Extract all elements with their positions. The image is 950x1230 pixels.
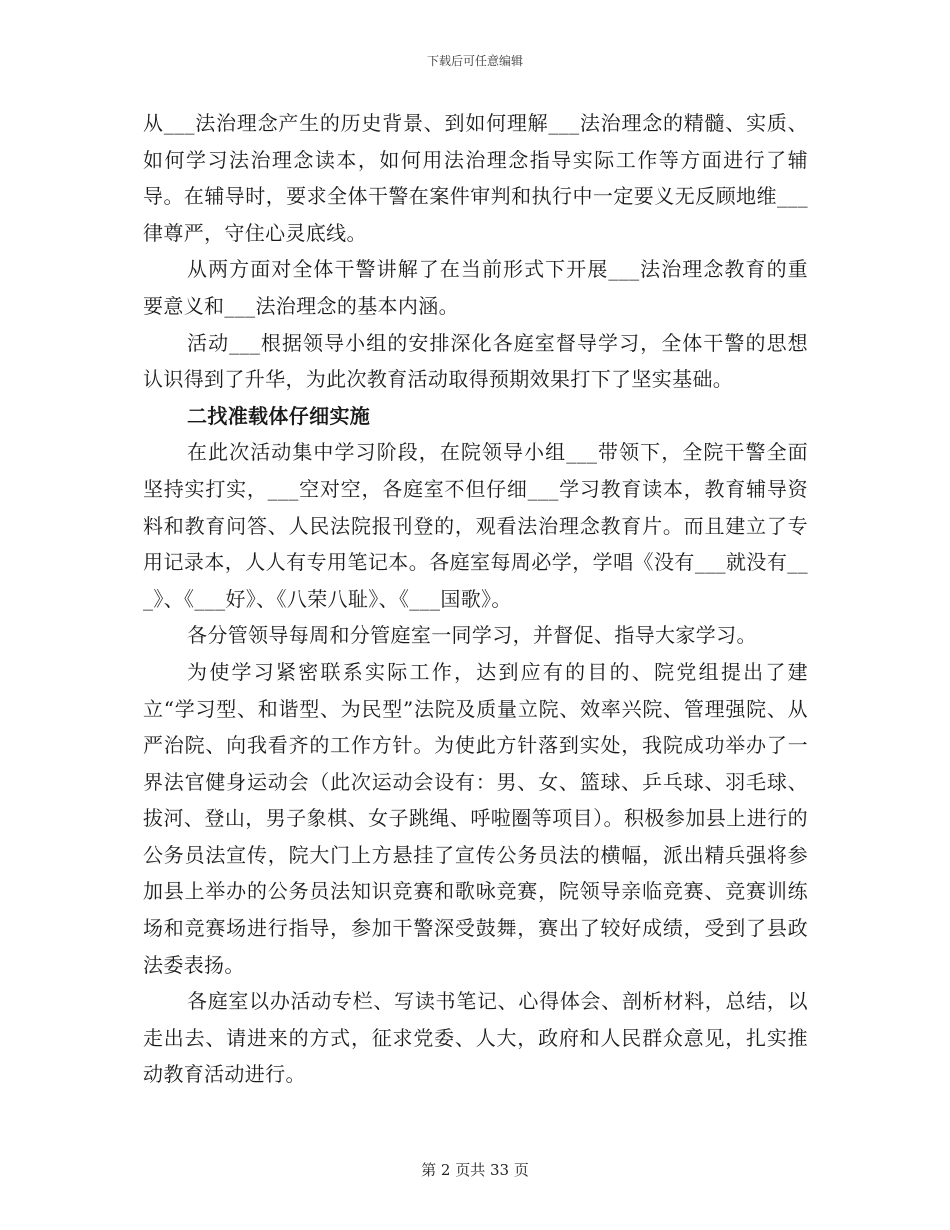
paragraph-activities: 为使学习紧密联系实际工作，达到应有的目的、院党组提出了建立“学习型、和谐型、为民型”法院及质量立院、效率兴院、管理强院、从严治院、向我看齐的工作方针。为使此方针落到实处，我院成功举办了一界法官健身运动会（此次运动会设有：男、女、篮球、乒乓球、羽毛球、拔河、登山，男子象棋、女子跳绳、呼啦圈等项目）。积极参加县上进行的公务员法宣传，院大门上方悬挂了宣传公务员法的横幅，派出精兵强将参加县上举办的公务员法知识竞赛和歌咏竞赛，院领导亲临竞赛、竞赛训练场和竞赛场进行指导，参加干警深受鼓舞，赛出了较好成绩，受到了县政法委表扬。	[143, 659, 808, 977]
section-heading: 二找准载体仔细实施	[187, 403, 371, 428]
paragraph-supervision: 活动___根据领导小组的安排深化各庭室督导学习，全体干警的思想认识得到了升华，为此次教育活动取得预期效果打下了坚实基础。	[143, 330, 808, 392]
paragraph-significance: 从两方面对全体干警讲解了在当前形式下开展___法治理念教育的重要意义和___法治理念的基本内涵。	[143, 257, 808, 318]
paragraph-study-phase: 在此次活动集中学习阶段，在院领导小组___带领下，全院干警全面坚持实打实，___空对空，各庭室不但仔细___学习教育读本，教育辅导资料和教育问答、人民法院报刊登的，观看法治理念教育片。而且建立了专用记录本，人人有专用笔记本。各庭室每周必学，学唱《没有___就没有___》、《___好》、《八荣八耻》、《___国歌》。	[143, 440, 808, 611]
paragraph-counseling: 从___法治理念产生的历史背景、到如何理解___法治理念的精髓、实质、如何学习法治理念读本，如何用法治理念指导实际工作等方面进行了辅导。在辅导时，要求全体干警在案件审判和执行中一定要义无反顾地维___律尊严，守住心灵底线。	[143, 111, 808, 245]
paragraph-leaders: 各分管领导每周和分管庭室一同学习，并督促、指导大家学习。	[187, 623, 757, 648]
header-note: 下载后可任意编辑	[426, 54, 523, 68]
paragraph-promotion: 各庭室以办活动专栏、写读书笔记、心得体会、剖析材料，总结，以走出去、请进来的方式，征求党委、人大，政府和人民群众意见，扎实推动教育活动进行。	[143, 989, 808, 1087]
page-number: 第 2 页共 33 页	[421, 1161, 529, 1179]
document-body	[143, 105, 808, 1093]
